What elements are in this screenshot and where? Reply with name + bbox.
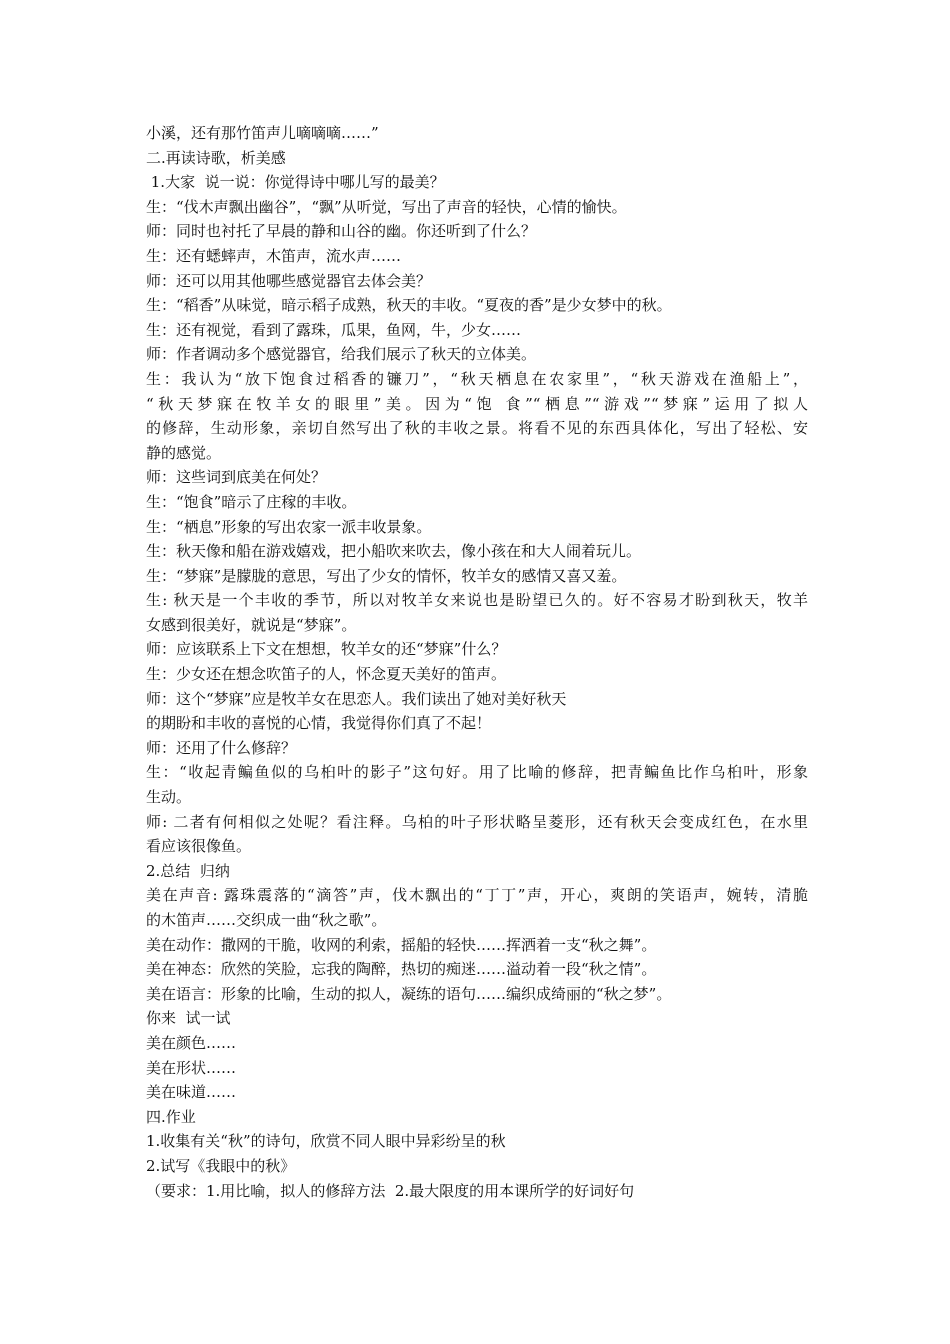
text-line: 美在神态：欣然的笑脸，忘我的陶醉，热切的痴迷……溢动着一段“秋之情”。 [146, 960, 657, 979]
text-line: 的木笛声……交织成一曲“秋之歌”。 [146, 911, 387, 929]
text-line: 的期盼和丰收的喜悦的心情，我觉得你们真了不起！ [146, 714, 492, 733]
text-line: 师：作者调动多个感觉器官，给我们展示了秋天的立体美。 [146, 345, 537, 364]
text-line: 1.大家 说一说：你觉得诗中哪儿写的最美？ [146, 173, 445, 192]
text-line: 美在颜色…… [146, 1033, 237, 1052]
text-line: 生：还有蟋蟀声，木笛声，流水声…… [146, 246, 402, 265]
text-line: 生：秋天像和船在游戏嬉戏，把小船吹来吹去，像小孩在和大人闹着玩儿。 [146, 542, 642, 561]
text-line: 生：“伐木声飘出幽谷”，“飘”从听觉，写出了声音的轻快，心情的愉快。 [146, 197, 627, 216]
text-line: 生：还有视觉，看到了露珠，瓜果，鱼网，牛，少女…… [146, 320, 522, 339]
text-line: 生动。 [146, 788, 192, 807]
text-line: 师：这些词到底美在何处？ [146, 468, 327, 487]
document-body [146, 121, 808, 1203]
section-heading: 2.总结 归纳 [146, 861, 230, 880]
text-line: 美在味道…… [146, 1083, 237, 1102]
text-line: 生：“栖息”形象的写出农家一派丰收景象。 [146, 517, 432, 536]
text-line: 生：“梦寐”是朦胧的意思，写出了少女的情怀，牧羊女的感情又喜又羞。 [146, 566, 627, 585]
section-heading: 四.作业 [146, 1107, 196, 1126]
text-line: 生：少女还在想念吹笛子的人，怀念夏天美好的笛声。 [146, 665, 507, 684]
text-line: 的修辞，生动形象，亲切自然写出了秋的丰收之景。将看不见的东西具体化，写出了轻松、安 [146, 419, 808, 438]
text-line: 生：我认为“放下饱食过稻香的镰刀”，“秋天栖息在农家里”，“秋天游戏在渔船上”， [146, 369, 808, 388]
text-line: 美在语言：形象的比喻，生动的拟人，凝练的语句……编织成绮丽的“秋之梦”。 [146, 984, 672, 1003]
text-line: 生：“稻香”从味觉，暗示稻子成熟，秋天的丰收。“夏夜的香”是少女梦中的秋。 [146, 296, 672, 315]
text-line: 看应该很像鱼。 [146, 837, 252, 856]
text-line: 1.收集有关“秋”的诗句，欣赏不同人眼中异彩纷呈的秋 [146, 1132, 506, 1151]
text-line: 师：应该联系上下文在想想，牧羊女的还“梦寐”什么？ [146, 640, 507, 659]
section-heading: 二.再读诗歌，析美感 [146, 148, 286, 167]
text-line: 师：还用了什么修辞？ [146, 738, 297, 757]
text-line: “秋天梦寐在牧羊女的眼里”美。因为“饱 食”“栖息”“游戏”“梦寐”运用了拟人 [146, 394, 808, 413]
text-line: 2.试写《我眼中的秋》 [146, 1156, 296, 1175]
text-line: 美在形状…… [146, 1058, 237, 1077]
text-line: 静的感觉。 [146, 443, 222, 462]
text-line: 生：“饱食”暗示了庄稼的丰收。 [146, 492, 357, 511]
text-line: （要求：1.用比喻，拟人的修辞方法 2.最大限度的用本课所学的好词好句 [146, 1181, 635, 1200]
text-line: 生：“收起青鳊鱼似的乌桕叶的影子”这句好。用了比喻的修辞，把青鳊鱼比作乌桕叶，形象 [146, 763, 808, 782]
text-line: 美在声音: 露珠震落的“滴答”声，伐木飘出的“丁丁”声，开心，爽朗的笑语声，婉转，清脆 [146, 886, 808, 905]
text-line: 美在动作：撒网的干脆，收网的利索，摇船的轻快……挥洒着一支“秋之舞”。 [146, 935, 657, 954]
text-line: 生: 秋天是一个丰收的季节，所以对牧羊女来说也是盼望已久的。好不容易才盼到秋天，牧羊 [146, 591, 808, 610]
text-line: 师: 二者有何相似之处呢？看注释。乌柏的叶子形状略呈菱形，还有秋天会变成红色，在水里 [146, 812, 808, 831]
text-line: 小溪，还有那竹笛声儿嘀嘀嘀……” [146, 124, 379, 142]
text-line: 师：这个“梦寐”应是牧羊女在思恋人。我们读出了她对美好秋天 [146, 689, 567, 708]
text-line: 师：还可以用其他哪些感觉器官去体会美？ [146, 271, 432, 290]
text-line: 女感到很美好，就说是“梦寐”。 [146, 615, 357, 634]
text-line: 你来 试一试 [146, 1009, 231, 1028]
text-line: 师：同时也衬托了早晨的静和山谷的幽。你还听到了什么？ [146, 222, 537, 241]
